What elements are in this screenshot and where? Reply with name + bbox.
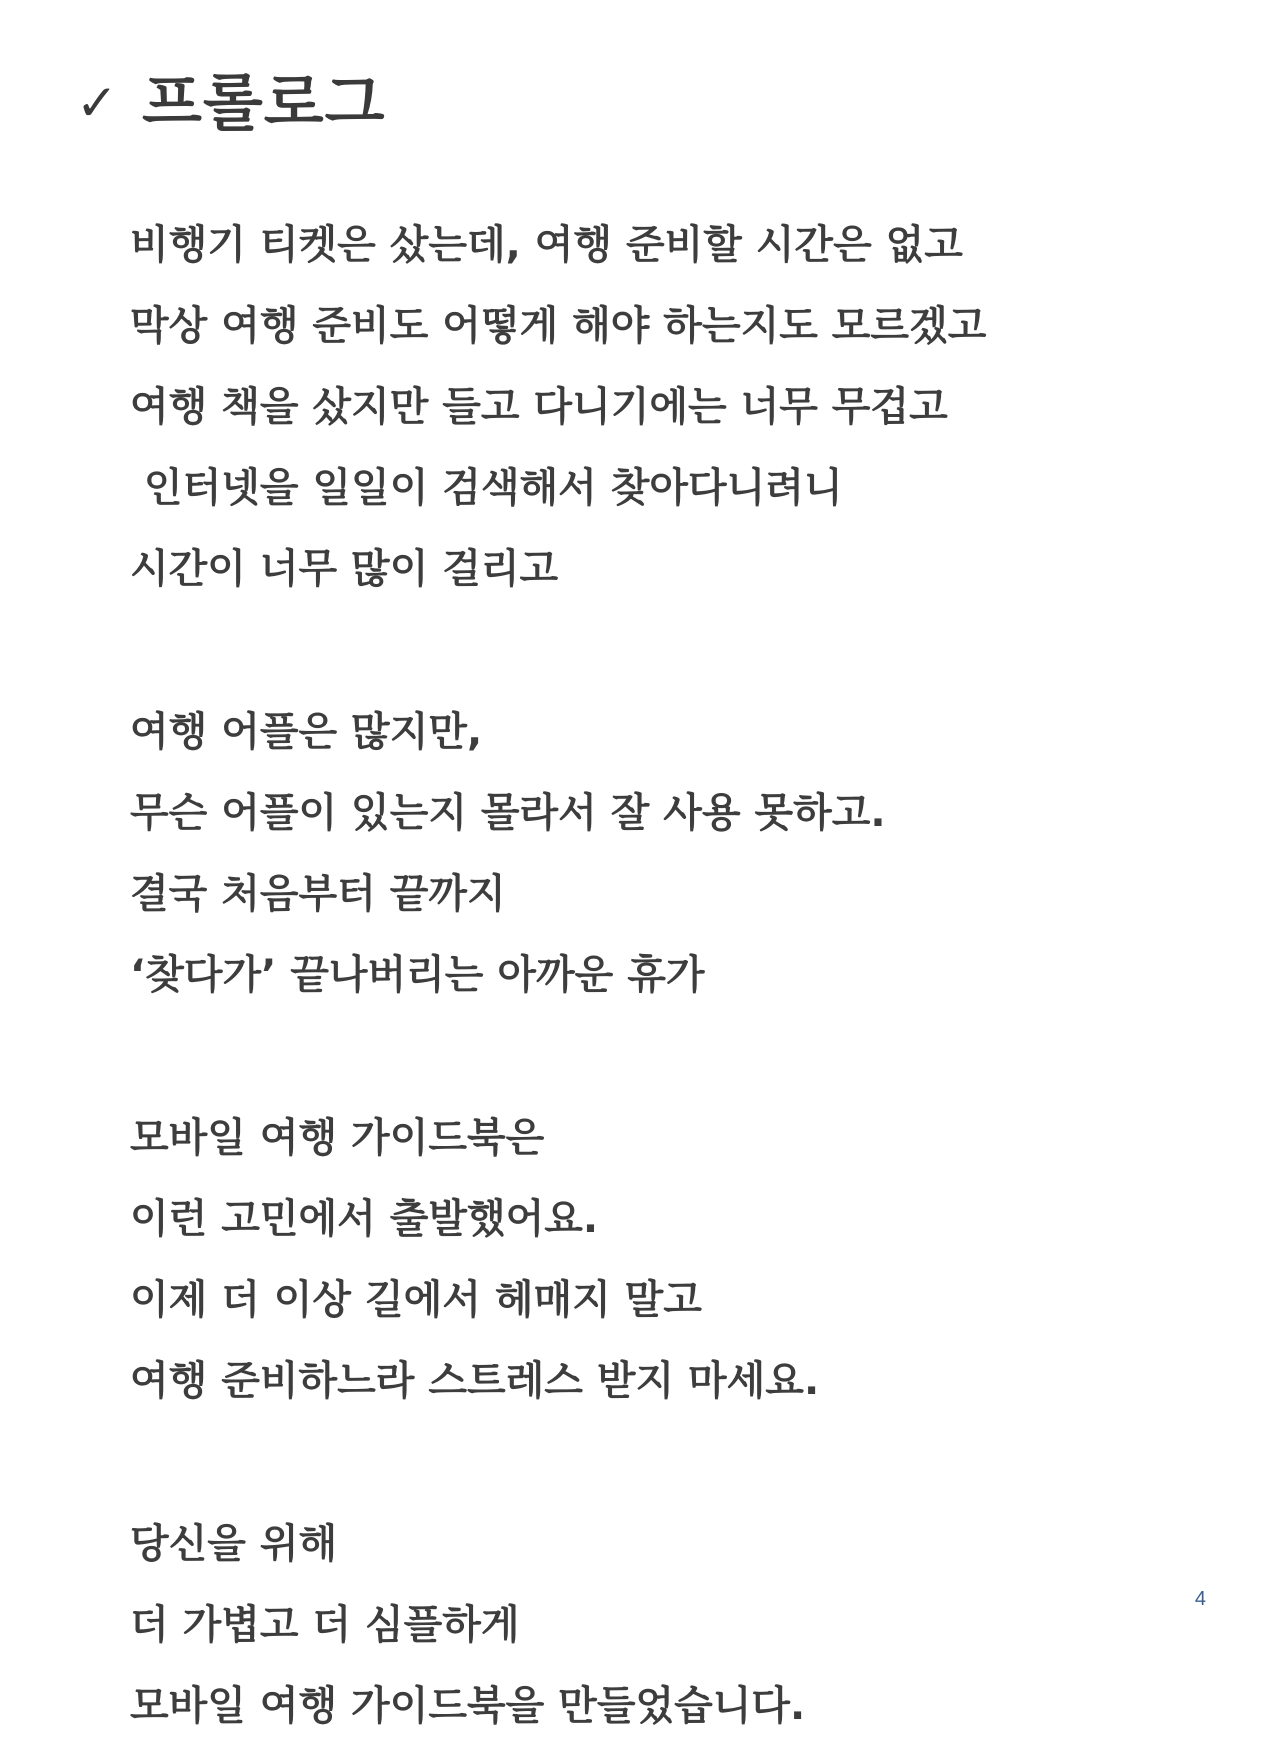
- text-line: 여행 책을 샀지만 들고 다니기에는 너무 무겁고: [130, 384, 948, 430]
- paragraph-1: [130, 205, 1180, 610]
- text-line: 이제 더 이상 길에서 헤매지 말고: [130, 1277, 702, 1323]
- paragraph-3: [130, 1098, 1180, 1422]
- body-content: [130, 205, 1180, 1747]
- text-line: 여행 어플은 많지만,: [130, 709, 483, 755]
- text-line: 더 가볍고 더 심플하게: [130, 1602, 520, 1648]
- text-line: 결국 처음부터 끝까지: [130, 871, 506, 917]
- text-line: 막상 여행 준비도 어떻게 해야 하는지도 모르겠고: [130, 303, 987, 349]
- paragraph-4: [130, 1504, 1180, 1747]
- page-number: 4: [1194, 1588, 1206, 1610]
- text-line: 무슨 어플이 있는지 몰라서 잘 사용 못하고.: [130, 790, 886, 836]
- text-line: 당신을 위해: [130, 1521, 338, 1567]
- text-line: ‘찾다가’ 끝나버리는 아까운 휴가: [130, 952, 705, 998]
- paragraph-2: [130, 692, 1180, 1016]
- text-line: 모바일 여행 가이드북은: [130, 1115, 545, 1161]
- text-line: 인터넷을 일일이 검색해서 찾아다니려니: [130, 465, 843, 511]
- text-line: 모바일 여행 가이드북을 만들었습니다.: [130, 1683, 806, 1729]
- text-line: 비행기 티켓은 샀는데, 여행 준비할 시간은 없고: [130, 222, 963, 268]
- text-line: 이런 고민에서 출발했어요.: [130, 1196, 599, 1242]
- text-line: 시간이 너무 많이 걸리고: [130, 546, 559, 592]
- check-icon: ✓: [76, 74, 118, 132]
- page-header: [76, 66, 386, 139]
- text-line: 여행 준비하느라 스트레스 받지 마세요.: [130, 1358, 820, 1404]
- page-title: 프롤로그: [142, 66, 386, 139]
